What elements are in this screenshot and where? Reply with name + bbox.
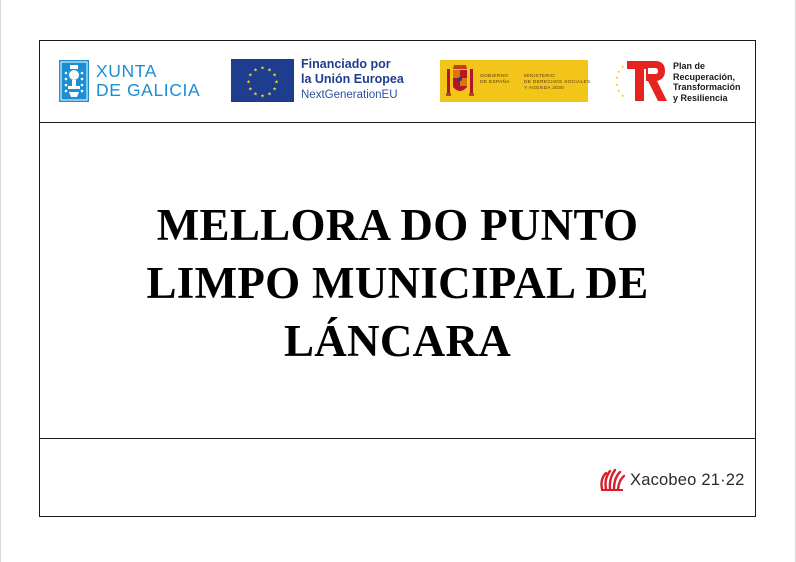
- title-line-2: LIMPO MUNICIPAL DE: [146, 258, 649, 308]
- svg-text:★: ★: [267, 91, 272, 98]
- xunta-line-1: XUNTA: [96, 61, 158, 81]
- page-edge-left: [0, 0, 1, 562]
- plan-line-3: Transformación: [673, 82, 741, 92]
- ministerio-line-3: Y AGENDA 2030: [524, 86, 565, 91]
- plan-wordmark: [673, 61, 741, 103]
- svg-text:★: ★: [615, 75, 619, 80]
- eu-wordmark: [301, 57, 404, 103]
- ministerio-line-2: DE DERECHOS SOCIALES: [524, 80, 591, 85]
- gobierno-line-1: GOBIERNO: [480, 74, 509, 79]
- sign-sheet: [39, 40, 756, 517]
- xunta-shield-icon: [59, 60, 89, 102]
- eu-flag-icon: [231, 59, 294, 102]
- plan-line-4: y Resiliencia: [673, 92, 728, 103]
- xacobeo-logo: [598, 467, 745, 493]
- gobierno-name: [480, 74, 510, 86]
- title-line-1: MELLORA DO PUNTO: [156, 200, 639, 250]
- ministerio-line-1: MINISTERIO: [524, 74, 555, 79]
- svg-text:★: ★: [267, 67, 272, 74]
- svg-text:★: ★: [260, 93, 265, 100]
- ministerio-name: [524, 74, 591, 92]
- svg-text:★: ★: [246, 79, 251, 86]
- svg-text:★: ★: [617, 88, 621, 93]
- xunta-logo: [59, 59, 200, 103]
- svg-text:★: ★: [621, 93, 625, 98]
- eu-line-3: NextGenerationEU: [301, 89, 398, 101]
- svg-text:★: ★: [253, 67, 258, 74]
- svg-text:★: ★: [615, 82, 619, 87]
- svg-text:★: ★: [272, 72, 277, 79]
- eu-line-2: la Unión Europea: [301, 72, 404, 86]
- svg-text:★: ★: [248, 86, 253, 93]
- svg-text:★: ★: [621, 64, 625, 69]
- logo-band: [40, 41, 755, 123]
- plan-recuperacion-logo: [615, 59, 741, 103]
- plan-line-1: Plan de: [673, 61, 706, 71]
- svg-text:★: ★: [274, 79, 279, 86]
- svg-text:★: ★: [617, 69, 621, 74]
- svg-text:★: ★: [260, 65, 265, 72]
- footer-band: [40, 439, 755, 516]
- xunta-wordmark: [96, 62, 200, 100]
- title-line-3: LÁNCARA: [283, 316, 512, 366]
- title-band: [40, 122, 755, 439]
- svg-text:★: ★: [248, 72, 253, 79]
- prtr-logo-icon: [615, 59, 669, 103]
- svg-text:★: ★: [253, 91, 258, 98]
- eu-line-1: Financiado por: [301, 57, 391, 71]
- eu-logo: [231, 59, 404, 103]
- project-title: [40, 196, 755, 370]
- svg-text:★: ★: [272, 86, 277, 93]
- gobierno-line-2: DE ESPAÑA: [480, 80, 510, 85]
- coat-of-arms-icon: [445, 63, 475, 99]
- xunta-line-2: DE GALICIA: [96, 80, 201, 100]
- plan-line-2: Recuperación,: [673, 71, 736, 82]
- scallop-shell-icon: [598, 467, 626, 493]
- xacobeo-wordmark: Xacobeo 21·22: [630, 470, 745, 489]
- gobierno-logo: [440, 60, 591, 102]
